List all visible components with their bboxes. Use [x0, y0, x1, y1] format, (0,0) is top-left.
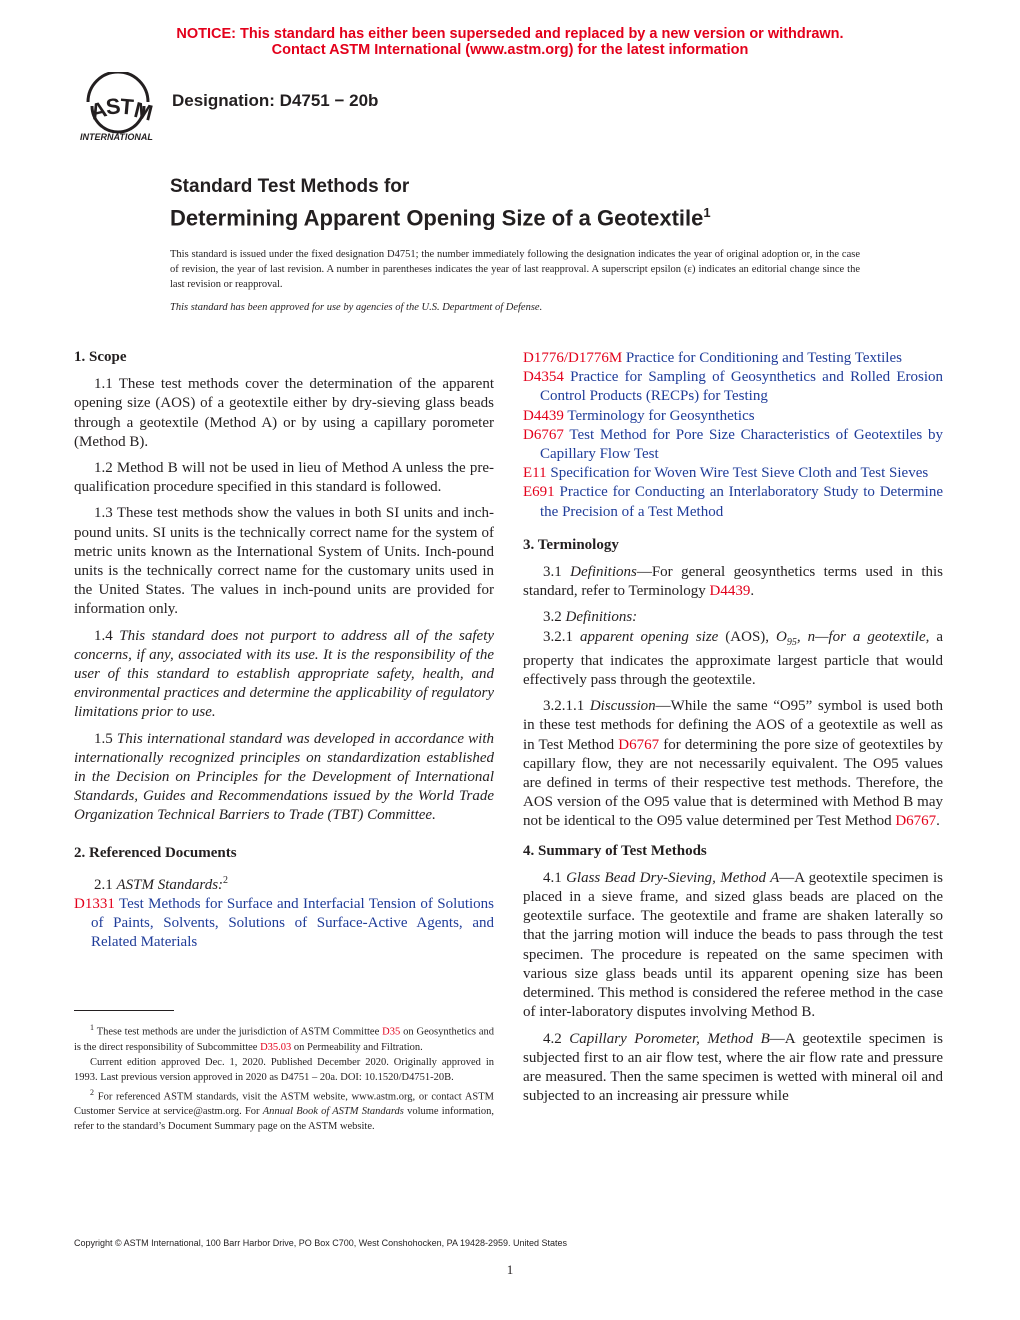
sub-num: 2.1	[94, 876, 113, 893]
title-line-1: Standard Test Methods for	[170, 176, 410, 197]
title-text: Determining Apparent Opening Size of a Geotextile	[170, 205, 704, 231]
para-4-2	[523, 1030, 943, 1107]
definition: a property that indicates the approximate largest particle that would effectively pass through the geotextile.	[523, 628, 944, 689]
label: Discussion	[589, 698, 656, 715]
approved-note: This standard has been approved for use by agencies of the U.S. Department of Defense.	[170, 302, 543, 313]
ref-title[interactable]: Practice for Conditioning and Testing Textiles	[625, 350, 902, 366]
ref-code[interactable]: D1331	[74, 896, 115, 913]
fn2-text-a: For referenced ASTM standards, visit the ASTM website, www.astm.org, or contact ASTM Customer Service at service@astm.org. For	[74, 1091, 494, 1117]
ref-code[interactable]: E691	[523, 484, 555, 501]
copyright: Copyright © ASTM International, 100 Barr Harbor Drive, PO Box C700, West Conshohocken, PA 19428-2959. United States	[74, 1238, 568, 1248]
withdrawal-notice	[0, 26, 1020, 58]
text: —For general geosynthetics terms used in this standard, refer to Terminology	[523, 564, 943, 600]
para-3-2	[523, 608, 943, 627]
num: 4.2	[543, 1030, 562, 1047]
pos: , n—for a geotextile,	[796, 628, 930, 645]
link-d6767[interactable]: D6767	[895, 813, 937, 830]
link-d6767[interactable]: D6767	[618, 736, 660, 753]
link-d4439[interactable]: D4439	[709, 583, 751, 600]
ref-title[interactable]: Terminology for Geosynthetics	[567, 407, 755, 424]
notice-line-1: NOTICE: This standard has either been superseded and replaced by a new version or withdrawn.	[176, 26, 844, 42]
num: 3.2	[543, 609, 562, 626]
ref-code[interactable]: D1776/D1776M	[523, 350, 623, 366]
label: Definitions	[570, 564, 637, 581]
text: —A geotextile specimen is subjected first to an air flow test, where the air flow rate and pressure are measured. Then the same specimen is wetted with mineral oil and subjected to an increasing air pressure while	[523, 1030, 943, 1105]
ref-item[interactable]	[523, 407, 943, 426]
ref-code[interactable]: D6767	[523, 426, 564, 443]
ref-item[interactable]	[523, 426, 943, 464]
fn1-mark: 1	[90, 1023, 94, 1032]
notice-line-2: Contact ASTM International (www.astm.org) for the latest information	[271, 42, 749, 58]
astm-logo-mark	[74, 72, 162, 144]
para-3-1: 3.1 Definitions—For general geosynthetics terms used in this standard, refer to Terminology D4439.	[523, 564, 943, 600]
para-1-4	[74, 627, 494, 723]
ref-item[interactable]	[523, 349, 943, 368]
scope-heading: 1. Scope	[74, 349, 127, 365]
ref-title[interactable]: Practice for Sampling of Geosynthetics and Rolled Erosion Control Products (RECPs) for Testing	[540, 369, 944, 405]
para-1-5-text: This international standard was developed in accordance with internationally recognized principles on standardization established in the Decision on Principles for the Development of International Standards, Guides and Recommendations issued by the World Trade Organization Technical Barriers to Trade (TBT) Committee.	[74, 730, 494, 824]
astm-logo	[74, 72, 162, 144]
term: apparent opening size	[579, 628, 719, 645]
para-1-4-num: 1.4	[94, 627, 113, 644]
para-1-1: 1.1 These test methods cover the determination of the apparent opening size (AOS) of a geotextile either by dry-sieving glass beads through a geotextile (Method A) or by using a capillary porometer (Method B).	[74, 376, 494, 450]
fn2-mark: 2	[90, 1087, 94, 1097]
num: 3.1	[543, 564, 562, 581]
ref-title[interactable]: Test Methods for Surface and Interfacial Tension of Solutions of Paints, Solvents, Solutions of Surface-Active Agents, and Related Materials	[91, 896, 494, 951]
title-footnote-mark: 1	[703, 205, 711, 220]
abbr: (AOS),	[725, 628, 770, 645]
footnote-1	[74, 1020, 494, 1055]
para-1-2: 1.2 Method B will not be used in lieu of Method A unless the pre-qualification procedure specified in this standard is followed.	[74, 460, 494, 496]
svg-text:A: A	[87, 96, 110, 125]
svg-text:S: S	[104, 93, 122, 120]
referenced-heading: 2. Referenced Documents	[74, 844, 237, 861]
footnote-rule	[74, 1010, 174, 1011]
astm-standards-label	[74, 871, 494, 895]
designation: Designation: D4751 − 20b	[172, 91, 379, 110]
fn1-text-c: on Permeability and Filtration.	[293, 1041, 423, 1053]
terminology-heading: 3. Terminology	[523, 536, 619, 553]
num: 4.1	[543, 869, 562, 886]
fn1-text-a: These test methods are under the jurisdiction of ASTM Committee	[96, 1026, 380, 1038]
label: Glass Bead Dry-Sieving, Method A	[566, 869, 780, 886]
text-a: —While the same “O95” symbol is used both in these test methods for defining the AOS of a geotextile as well as in Test Method	[523, 698, 943, 753]
link-d35[interactable]: D35	[382, 1026, 401, 1038]
sub-label: ASTM Standards:	[116, 876, 224, 893]
footnotes	[74, 1020, 494, 1134]
ref-code[interactable]: E11	[523, 465, 547, 482]
num: 3.2.1.1	[543, 698, 585, 715]
ref-item[interactable]	[74, 895, 494, 953]
para-1-5	[74, 730, 494, 826]
svg-text:M: M	[131, 96, 156, 126]
para-1-3: 1.3 These test methods show the values in both SI units and inch-pound units. SI units is the technically correct name for the system of metric units known as the International System of Units. Inch-pound units is the technically correct name for the customary units used in the United States. The values in inch-pound units are provided for information only.	[74, 505, 494, 618]
ref-title[interactable]: Test Method for Pore Size Characteristics of Geotextiles by Capillary Flow Test	[540, 426, 944, 463]
num: 3.2.1	[543, 628, 573, 645]
ref-item[interactable]	[523, 483, 943, 521]
footnote-1-edition: Current edition approved Dec. 1, 2020. Published December 2020. Originally approved in 1993. Last previous version approved in 2020 as D4751 – 20a. DOI: 10.1520/D4751-20B.	[74, 1056, 494, 1083]
symbol: O	[776, 628, 787, 645]
ref-item[interactable]	[523, 368, 943, 406]
para-3-2-1-1: 3.2.1.1 Discussion—While the same “O95” symbol is used both in these test methods for defining the AOS of a geotextile as well as in Test Method D6767 for determining the pore size of geotextiles by capillary flow, they are not necessarily equivalent. The O95 values are defined in terms of their respective test methods. Therefore, the AOS version of the O95 value that is determined with Method B may not be identical to the O95 value determined per Test Method D6767.	[523, 698, 944, 830]
document-title	[170, 175, 950, 232]
para-3-2-1	[523, 628, 943, 691]
fn2-italic: Annual Book of ASTM Standards	[262, 1106, 404, 1117]
issued-note: This standard is issued under the fixed designation D4751; the number immediately following the designation indicates the year of original adoption or, in the case of revision, the year of last revision. A number in parentheses indicates the year of last reapproval. A superscript epsilon (ε) indicates an editorial change since the last revision or reapproval.	[170, 249, 860, 290]
text-b: for determining the pore size of geotextiles by capillary flow, they are not necessarily equivalent. The O95 values are defined in terms of their respective test methods. Therefore, the AOS version of the O95 value that is determined with Method B may not be identical to the O95 value determined per Test Method	[523, 736, 944, 830]
symbol-sub: 95	[786, 636, 797, 648]
ref-code[interactable]: D4439	[523, 407, 564, 424]
text: —A geotextile specimen is placed in a sieve frame, and sized glass beads are placed on the geotextile surface. The geotextile and frame are shaken laterally so that the jarring motion will induce the beads to pass through the test specimen. The procedure is repeated on the same specimen with various size glass beads until its apparent opening size has been determined. This method is considered the referee method in the case of inter-laboratory disputes involving Method B.	[523, 869, 943, 1021]
summary-heading: 4. Summary of Test Methods	[523, 842, 707, 859]
label: Definitions:	[565, 609, 638, 626]
link-d35-03[interactable]: D35.03	[260, 1041, 292, 1053]
page-number: 1	[506, 1262, 514, 1277]
label: Capillary Porometer, Method B	[569, 1030, 770, 1047]
title-line-2	[170, 199, 950, 232]
logo-caption: INTERNATIONAL	[80, 132, 153, 142]
right-column	[523, 349, 943, 1113]
ref-code[interactable]: D4354	[523, 369, 564, 386]
para-4-1	[523, 869, 943, 1023]
svg-text:T: T	[119, 93, 135, 120]
para-1-4-text: This standard does not purport to address all of the safety concerns, if any, associated with its use. It is the responsibility of the user of this standard to establish appropriate safety, health, and environmental practices and determine the applicability of regulatory limitations prior to use.	[74, 627, 495, 721]
left-column	[74, 348, 494, 953]
footnote-2	[74, 1085, 494, 1135]
fn1-text-b: on Geosynthetics and is the direct responsibility of Subcommittee	[74, 1026, 495, 1053]
fn2-text-b: volume information, refer to the standard’s Document Summary page on the ASTM website.	[74, 1106, 494, 1132]
ref-item[interactable]	[523, 464, 943, 483]
sub-mark: 2	[223, 874, 229, 886]
para-1-5-num: 1.5	[94, 730, 113, 747]
ref-title[interactable]: Practice for Conducting an Interlaboratory Study to Determine the Precision of a Test Method	[540, 484, 944, 520]
ref-title[interactable]: Specification for Woven Wire Test Sieve Cloth and Test Sieves	[550, 465, 929, 482]
